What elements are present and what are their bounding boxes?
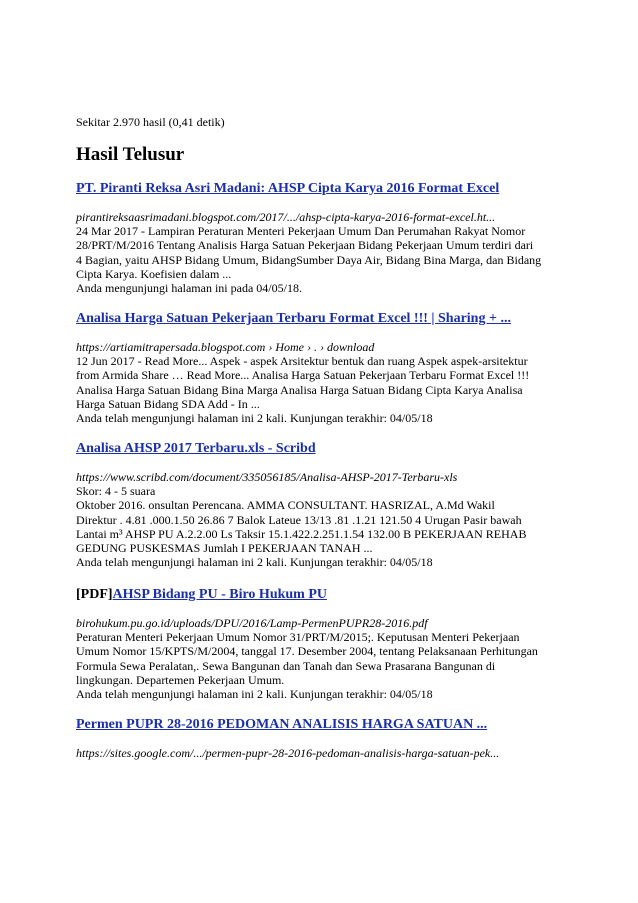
snippet-line: Umum Nomor 15/KPTS/M/2004, tanggal 17. Desember 2004, tentang Pelaksanaan Perhitungan: [76, 644, 538, 659]
result-title: [76, 586, 566, 604]
result-url: birohukum.pu.go.id/uploads/DPU/2016/Lamp-PermenPUPR28-2016.pdf: [76, 616, 428, 630]
snippet-line: 4 Bagian, yaitu AHSP Bidang Umum, BidangSumber Daya Air, Bidang Bina Marga, dan Bidang: [76, 252, 542, 267]
result-title: [76, 310, 566, 328]
page-heading: Hasil Telusur: [76, 144, 185, 165]
result-snippet: [76, 630, 566, 701]
snippet-line: 28/PRT/M/2016 Tentang Analisis Harga Satuan Pekerjaan Bidang Pekerjaan Umum terdiri dari: [76, 238, 534, 253]
result-snippet: [76, 484, 566, 570]
snippet-line: from Armida Share … Read More... Analisa Harga Satuan Pekerjaan Terbaru Format Excel !!!: [76, 368, 530, 383]
search-result: [76, 310, 566, 425]
snippet-line: Analisa Harga Satuan Bidang Bina Marga Analisa Harga Satuan Bidang Cipta Karya Analisa: [76, 382, 523, 397]
search-result: [76, 440, 566, 570]
result-snippet: [76, 354, 566, 425]
search-result: [76, 586, 566, 701]
search-result: [76, 716, 566, 760]
result-title-link[interactable]: PT. Piranti Reksa Asri Madani: AHSP Cipta Karya 2016 Format Excel: [76, 181, 500, 196]
result-url: https://www.scribd.com/document/335056185/Analisa-AHSP-2017-Terbaru-xls: [76, 470, 458, 484]
snippet-line: 12 Jun 2017 - Read More... Aspek - aspek Arsitektur bentuk dan ruang Aspek aspek-arsitektur: [76, 354, 528, 368]
result-stats: Sekitar 2.970 hasil (0,41 detik): [76, 115, 225, 129]
result-title-link[interactable]: Analisa AHSP 2017 Terbaru.xls - Scribd: [76, 441, 316, 456]
snippet-line: GEDUNG PUSKESMAS Jumlah I PEKERJAAN TANAH ...: [76, 541, 373, 556]
snippet-line: Harga Satuan Bidang SDA Add - In ...: [76, 396, 260, 411]
result-title: [76, 440, 566, 458]
visit-info: Anda mengunjungi halaman ini pada 04/05/18.: [76, 281, 302, 296]
result-title-link[interactable]: Permen PUPR 28-2016 PEDOMAN ANALISIS HARGA SATUAN ...: [76, 717, 488, 732]
result-title: [76, 716, 566, 734]
result-title-link[interactable]: Analisa Harga Satuan Pekerjaan Terbaru Format Excel !!! | Sharing + ...: [76, 311, 511, 326]
snippet-line: Cipta Karya. Koefisien dalam ...: [76, 266, 232, 281]
snippet-line: Peraturan Menteri Pekerjaan Umum Nomor 31/PRT/M/2015;. Keputusan Menteri Pekerjaan: [76, 630, 520, 644]
rating-line: Skor: 4 - 5 suara: [76, 484, 156, 498]
visit-info: Anda telah mengunjungi halaman ini 2 kali. Kunjungan terakhir: 04/05/18: [76, 411, 433, 426]
result-url: https://artiamitrapersada.blogspot.com › Home › . › download: [76, 340, 375, 354]
snippet-line: lingkungan. Departemen Pekerjaan Umum.: [76, 672, 285, 687]
result-snippet: [76, 224, 566, 295]
snippet-line: Lantai m³ AHSP PU A.2.2.00 Ls Taksir 15.1.422.2.251.1.54 132.00 B PEKERJAAN REHAB: [76, 526, 527, 541]
visit-info: Anda telah mengunjungi halaman ini 2 kali. Kunjungan terakhir: 04/05/18: [76, 555, 433, 570]
snippet-line: Direktur . 4.81 .000.1.50 26.86 7 Balok Lateue 13/13 .81 .1.21 121.50 4 Urugan Pasir bawah: [76, 512, 522, 527]
result-url: https://sites.google.com/.../permen-pupr-28-2016-pedoman-analisis-harga-satuan-pek...: [76, 746, 500, 760]
result-url: pirantireksaasrimadani.blogspot.com/2017/.../ahsp-cipta-karya-2016-format-excel.ht...: [76, 210, 496, 224]
result-title-link[interactable]: AHSP Bidang PU - Biro Hukum PU: [112, 587, 327, 602]
snippet-line: Oktober 2016. onsultan Perencana. AMMA CONSULTANT. HASRIZAL, A.Md Wakil: [76, 498, 495, 513]
snippet-line: 24 Mar 2017 - Lampiran Peraturan Menteri Pekerjaan Umum Dan Perumahan Rakyat Nomor: [76, 224, 526, 238]
search-result: [76, 180, 566, 295]
pdf-tag: [PDF]: [76, 587, 113, 602]
result-title: [76, 180, 566, 198]
snippet-line: Formula Sewa Peralatan,. Sewa Bangunan dan Tanah dan Sewa Prasarana Bangunan di: [76, 658, 496, 673]
visit-info: Anda telah mengunjungi halaman ini 2 kali. Kunjungan terakhir: 04/05/18: [76, 687, 433, 702]
